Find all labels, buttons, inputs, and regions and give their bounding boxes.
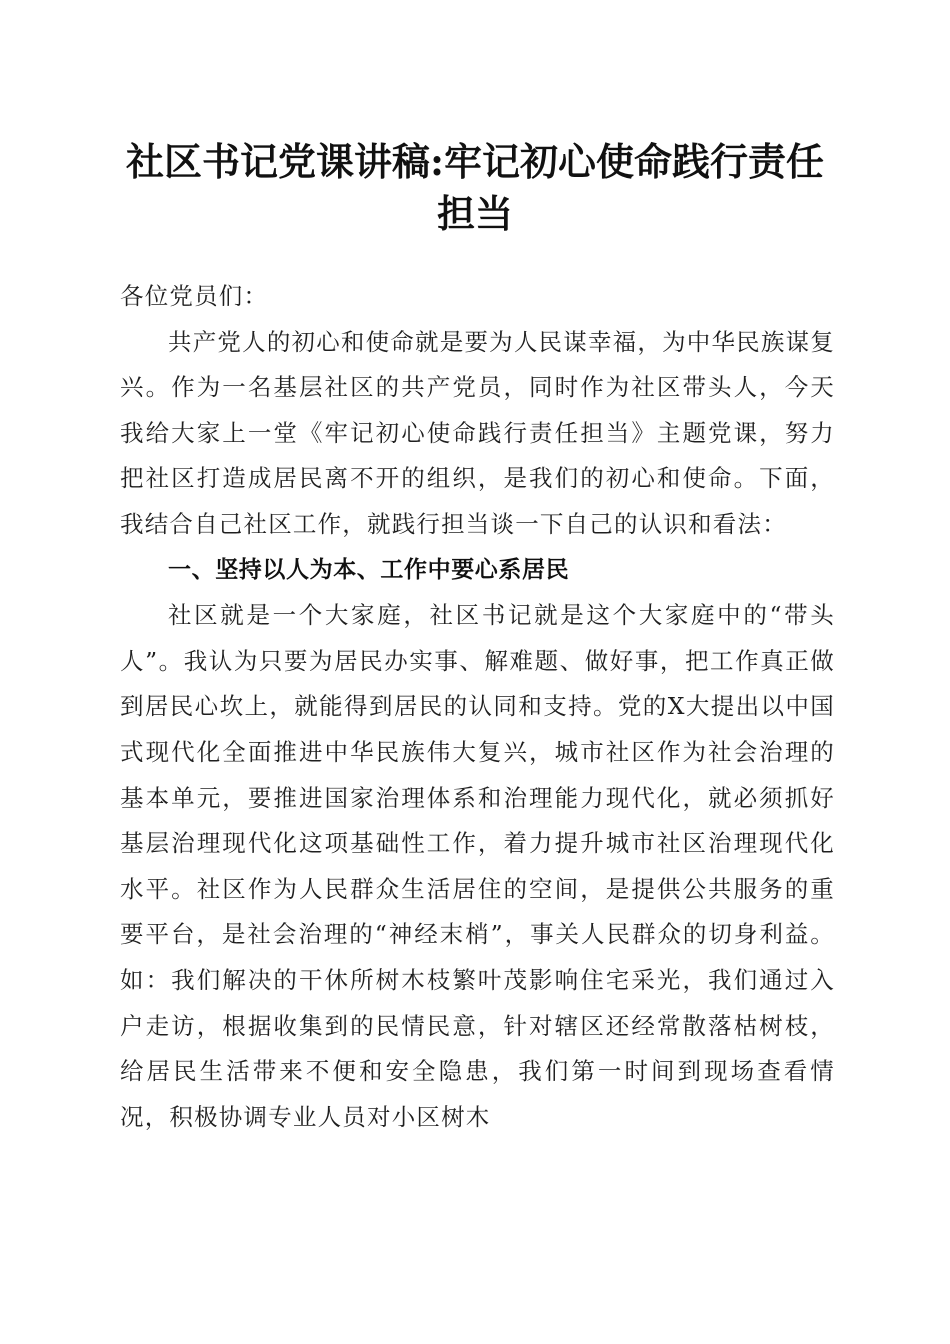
document-body: [120, 274, 835, 1140]
section-paragraph: 社区就是一个大家庭，社区书记就是这个大家庭中的“带头人”。我认为只要为居民办实事、解难题、做好事，把工作真正做到居民心坎上，就能得到居民的认同和支持。党的X大提出以中国式现代化全面推进中华民族伟大复兴，城市社区作为社会治理的基本单元，要推进国家治理体系和治理能力现代化，就必须抓好基层治理现代化这项基础性工作，着力提升城市社区治理现代化水平。社区作为人民群众生活居住的空间，是提供公共服务的重要平台，是社会治理的“神经末梢”，事关人民群众的切身利益。如：我们解决的干休所树木枝繁叶茂影响住宅采光，我们通过入户走访，根据收集到的民情民意，针对辖区还经常散落枯树枝，给居民生活带来不便和安全隐患，我们第一时间到现场查看情况，积极协调专业人员对小区树木: [120, 601, 835, 1131]
section-heading: 一、坚持以人为本、工作中要心系居民: [168, 556, 570, 583]
intro-paragraph: 共产党人的初心和使命就是要为人民谋幸福，为中华民族谋复兴。作为一名基层社区的共产党员，同时作为社区带头人，今天我给大家上一堂《牢记初心使命践行责任担当》主题党课，努力把社区打造成居民离不开的组织，是我们的初心和使命。下面，我结合自己社区工作，就践行担当谈一下自己的认识和看法：: [120, 327, 835, 538]
salutation: 各位党员们：: [120, 282, 269, 310]
document-title: 社区书记党课讲稿:牢记初心使命践行责任担当: [125, 139, 825, 236]
